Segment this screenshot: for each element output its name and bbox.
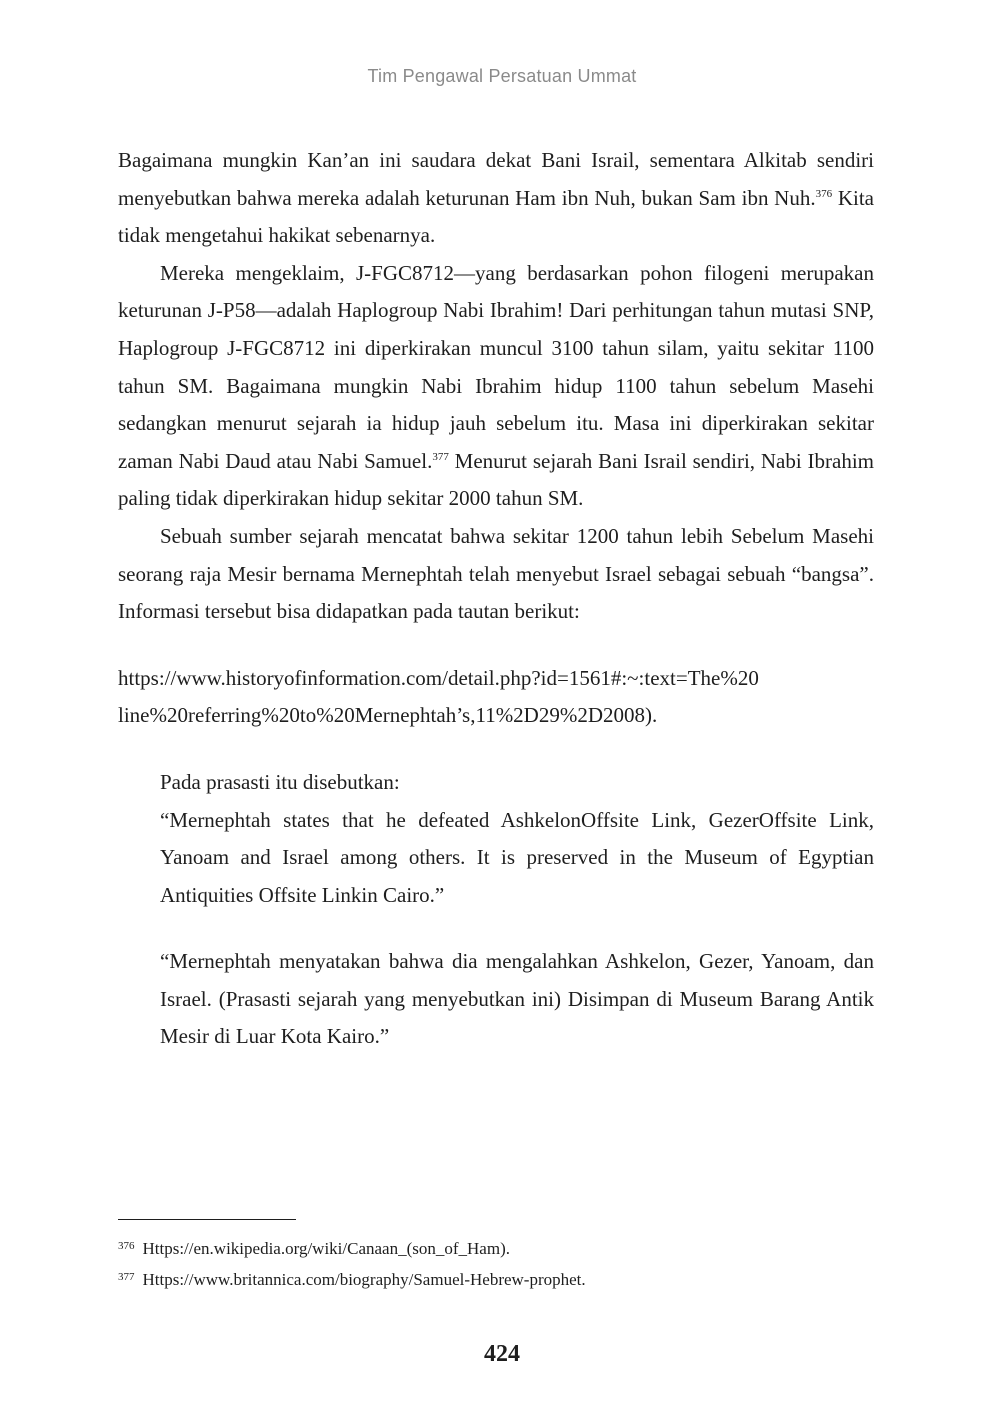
source-url-line-1[interactable]: https://www.historyofinformation.com/detail.php?id=1561#:~:text=The%20 <box>118 665 759 690</box>
paragraph-1-text-b: Kita tidak mengetahui hakikat sebenarnya. <box>118 185 874 248</box>
paragraph-2 <box>118 255 874 518</box>
footnote-link[interactable]: Https://en.wikipedia.org/wiki/Canaan_(son_of_Ham). <box>142 1239 510 1258</box>
footnote-link[interactable]: Https://www.britannica.com/biography/Samuel-Hebrew-prophet. <box>142 1270 586 1289</box>
footnote-376 <box>118 1232 874 1263</box>
footnote-number: 376 <box>118 1240 135 1252</box>
footnote-ref-377[interactable]: 377 <box>432 450 449 463</box>
footnotes <box>118 1232 874 1294</box>
source-url-line-2[interactable]: line%20referring%20to%20Mernephtah’s,11%2D29%2D2008). <box>118 703 658 728</box>
paragraph-1-text-a: Bagaimana mungkin Kan’an ini saudara dekat Bani Israil, sementara Alkitab sendiri menyebutkan bahwa mereka adalah keturunan Ham ibn Nuh, bukan Sam ibn Nuh. <box>118 148 874 210</box>
paragraph-2-text-a: Mereka mengeklaim, J-FGC8712—yang berdasarkan pohon filogeni merupakan keturunan J-P58—adalah Haplogroup Nabi Ibrahim! Dari perhitungan tahun mutasi SNP, Haplogroup J-FGC8712 ini diperkirakan muncul 3100 tahun silam, yaitu sekitar 1100 tahun SM. Bagaimana mungkin Nabi Ibrahim hidup 1100 tahun sebelum Masehi sedangkan menurut sejarah ia hidup jauh sebelum itu. Masa ini diperkirakan sekitar zaman Nabi Daud atau Nabi Samuel. <box>118 260 874 473</box>
footnote-number: 377 <box>118 1271 135 1283</box>
paragraph-2-text-b: Menurut sejarah Bani Israil sendiri, Nabi Ibrahim paling tidak diperkirakan hidup sekitar 2000 tahun SM. <box>118 448 875 511</box>
source-url[interactable] <box>118 660 874 735</box>
running-header-title: Tim Pengawal Persatuan Ummat <box>367 66 637 86</box>
main-text <box>118 142 874 1056</box>
footnote-divider <box>118 1219 296 1220</box>
paragraph-1 <box>118 142 874 255</box>
footnote-377 <box>118 1263 874 1294</box>
quote-intro: Pada prasasti itu disebutkan: <box>160 769 400 794</box>
quote-english: “Mernephtah states that he defeated AshkelonOffsite Link, GezerOffsite Link, Yanoam and Israel among others. It is preserved in the Museum of Egyptian Antiquities Offsite Linkin Cairo.” <box>160 807 874 907</box>
quote-indonesian: “Mernephtah menyatakan bahwa dia mengalahkan Ashkelon, Gezer, Yanoam, dan Israel. (Prasasti sejarah yang menyebutkan ini) Disimpan di Museum Barang Antik Mesir di Luar Kota Kairo.” <box>160 949 874 1049</box>
page-number: 424 <box>484 1341 520 1367</box>
paragraph-3: Sebuah sumber sejarah mencatat bahwa sekitar 1200 tahun lebih Sebelum Masehi seorang raja Mesir bernama Mernephtah telah menyebut Israel sebagai sebuah “bangsa”. Informasi tersebut bisa didapatkan pada tautan berikut: <box>118 523 874 624</box>
footnote-ref-376[interactable]: 376 <box>815 187 833 200</box>
inscription-quote-block <box>118 764 874 1056</box>
